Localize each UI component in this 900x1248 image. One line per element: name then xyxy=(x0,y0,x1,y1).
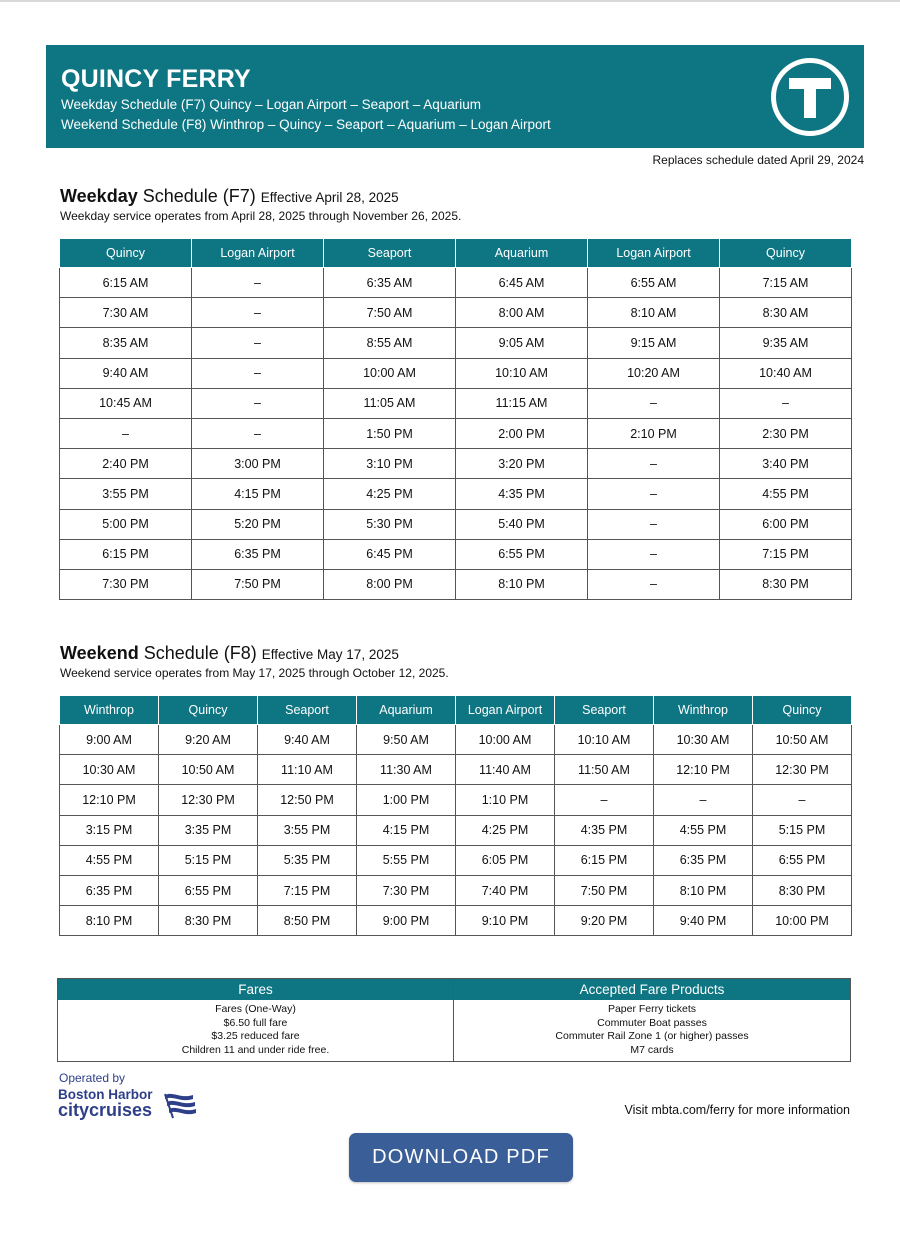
weekend-column-header: Winthrop xyxy=(60,696,159,725)
time-cell: – xyxy=(192,298,324,328)
time-cell: 6:15 PM xyxy=(60,539,192,569)
weekday-column-header: Aquarium xyxy=(456,239,588,268)
weekday-schedule-table xyxy=(59,238,852,600)
weekday-column-header: Logan Airport xyxy=(588,239,720,268)
table-row xyxy=(60,755,852,785)
time-cell: 7:50 PM xyxy=(555,875,654,905)
table-row xyxy=(60,509,852,539)
table-row xyxy=(60,449,852,479)
table-row xyxy=(60,725,852,755)
time-cell: 1:10 PM xyxy=(456,785,555,815)
weekday-column-header: Seaport xyxy=(324,239,456,268)
weekend-column-header: Quincy xyxy=(159,696,258,725)
time-cell: 10:00 AM xyxy=(456,725,555,755)
time-cell: 12:50 PM xyxy=(258,785,357,815)
time-cell: 8:30 AM xyxy=(720,298,852,328)
download-pdf-button[interactable]: DOWNLOAD PDF xyxy=(349,1133,573,1182)
fares-column xyxy=(58,979,454,1061)
table-row xyxy=(60,785,852,815)
time-cell: 12:30 PM xyxy=(159,785,258,815)
mbta-t-logo-icon xyxy=(771,58,849,136)
time-cell: – xyxy=(192,418,324,448)
weekend-effective-date: Effective May 17, 2025 xyxy=(261,647,399,662)
time-cell: 6:00 PM xyxy=(720,509,852,539)
time-cell: 10:20 AM xyxy=(588,358,720,388)
time-cell: 11:30 AM xyxy=(357,755,456,785)
time-cell: 6:15 AM xyxy=(60,268,192,298)
weekend-section-title: Weekend Schedule (F8) Effective May 17, 2025 xyxy=(60,643,399,663)
time-cell: – xyxy=(192,388,324,418)
time-cell: 1:00 PM xyxy=(357,785,456,815)
time-cell: 7:15 PM xyxy=(258,875,357,905)
time-cell: 6:15 PM xyxy=(555,845,654,875)
top-divider xyxy=(0,0,900,2)
table-row xyxy=(60,845,852,875)
time-cell: 4:25 PM xyxy=(324,479,456,509)
weekday-route-subtitle: Weekday Schedule (F7) Quincy – Logan Airport – Seaport – Aquarium xyxy=(61,97,481,112)
time-cell: 6:45 PM xyxy=(324,539,456,569)
table-row xyxy=(60,479,852,509)
time-cell: – xyxy=(588,479,720,509)
time-cell: 6:35 AM xyxy=(324,268,456,298)
time-cell: 6:05 PM xyxy=(456,845,555,875)
time-cell: 4:35 PM xyxy=(555,815,654,845)
time-cell: – xyxy=(654,785,753,815)
time-cell: 10:30 AM xyxy=(60,755,159,785)
flag-icon xyxy=(163,1091,197,1119)
weekday-effective-date: Effective April 28, 2025 xyxy=(260,190,399,205)
time-cell: – xyxy=(588,449,720,479)
time-cell: 11:05 AM xyxy=(324,388,456,418)
table-row xyxy=(60,815,852,845)
page-title: QUINCY FERRY xyxy=(61,65,251,93)
time-cell: 5:20 PM xyxy=(192,509,324,539)
time-cell: 3:40 PM xyxy=(720,449,852,479)
time-cell: 12:10 PM xyxy=(60,785,159,815)
weekend-column-header: Seaport xyxy=(555,696,654,725)
weekend-route-subtitle: Weekend Schedule (F8) Winthrop – Quincy – Seaport – Aquarium – Logan Airport xyxy=(61,117,551,132)
time-cell: 7:15 PM xyxy=(720,539,852,569)
time-cell: 6:55 PM xyxy=(753,845,852,875)
time-cell: 11:50 AM xyxy=(555,755,654,785)
operator-name-line2: citycruises xyxy=(58,1100,153,1120)
time-cell: 9:10 PM xyxy=(456,906,555,936)
time-cell: 8:35 AM xyxy=(60,328,192,358)
time-cell: 5:35 PM xyxy=(258,845,357,875)
time-cell: 8:10 PM xyxy=(60,906,159,936)
operated-by-label: Operated by xyxy=(59,1071,126,1085)
accepted-fare-products-column xyxy=(454,979,850,1061)
weekday-column-header: Quincy xyxy=(720,239,852,268)
time-cell: – xyxy=(60,418,192,448)
table-row xyxy=(60,418,852,448)
time-cell: 7:30 PM xyxy=(357,875,456,905)
time-cell: – xyxy=(192,268,324,298)
time-cell: 8:30 PM xyxy=(753,875,852,905)
accepted-fare-products-lines xyxy=(454,1000,850,1057)
accepted-line: Paper Ferry tickets xyxy=(607,1003,697,1015)
time-cell: – xyxy=(588,539,720,569)
weekday-section-title: Weekday Schedule (F7) Effective April 28, 2025 xyxy=(60,186,399,206)
table-row xyxy=(60,298,852,328)
time-cell: 4:15 PM xyxy=(192,479,324,509)
time-cell: 8:50 PM xyxy=(258,906,357,936)
time-cell: 11:15 AM xyxy=(456,388,588,418)
accepted-fare-products-heading: Accepted Fare Products xyxy=(454,979,850,1000)
time-cell: 9:40 PM xyxy=(654,906,753,936)
time-cell: 7:50 PM xyxy=(192,569,324,599)
replaces-note: Replaces schedule dated April 29, 2024 xyxy=(652,153,864,167)
weekday-column-header: Quincy xyxy=(60,239,192,268)
time-cell: 6:55 AM xyxy=(588,268,720,298)
time-cell: 5:00 PM xyxy=(60,509,192,539)
time-cell: 9:00 AM xyxy=(60,725,159,755)
visit-website-note: Visit mbta.com/ferry for more information xyxy=(624,1103,850,1117)
time-cell: 9:20 PM xyxy=(555,906,654,936)
time-cell: 8:10 PM xyxy=(456,569,588,599)
time-cell: 10:00 AM xyxy=(324,358,456,388)
time-cell: 9:15 AM xyxy=(588,328,720,358)
weekend-column-header: Quincy xyxy=(753,696,852,725)
time-cell: 3:00 PM xyxy=(192,449,324,479)
fares-heading: Fares xyxy=(58,979,453,1000)
accepted-line: Commuter Rail Zone 1 (or higher) passes xyxy=(555,1030,749,1042)
time-cell: 8:00 AM xyxy=(456,298,588,328)
time-cell: 10:40 AM xyxy=(720,358,852,388)
accepted-line: Commuter Boat passes xyxy=(597,1016,707,1029)
time-cell: 11:40 AM xyxy=(456,755,555,785)
weekend-column-header: Winthrop xyxy=(654,696,753,725)
time-cell: 1:50 PM xyxy=(324,418,456,448)
weekend-column-header: Seaport xyxy=(258,696,357,725)
time-cell: 6:35 PM xyxy=(654,845,753,875)
weekend-service-note: Weekend service operates from May 17, 2025 through October 12, 2025. xyxy=(60,666,449,680)
fares-line: $6.50 full fare xyxy=(223,1016,288,1029)
time-cell: 5:30 PM xyxy=(324,509,456,539)
weekday-service-note: Weekday service operates from April 28, 2025 through November 26, 2025. xyxy=(60,209,462,223)
time-cell: – xyxy=(720,388,852,418)
table-row xyxy=(60,539,852,569)
time-cell: 9:50 AM xyxy=(357,725,456,755)
time-cell: – xyxy=(555,785,654,815)
weekend-column-header: Aquarium xyxy=(357,696,456,725)
time-cell: 8:55 AM xyxy=(324,328,456,358)
time-cell: 4:25 PM xyxy=(456,815,555,845)
weekday-column-header: Logan Airport xyxy=(192,239,324,268)
weekend-column-header: Logan Airport xyxy=(456,696,555,725)
table-row xyxy=(60,875,852,905)
time-cell: – xyxy=(192,358,324,388)
time-cell: 10:30 AM xyxy=(654,725,753,755)
time-cell: 11:10 AM xyxy=(258,755,357,785)
table-row xyxy=(60,328,852,358)
time-cell: 7:15 AM xyxy=(720,268,852,298)
fares-box xyxy=(57,978,851,1062)
time-cell: 6:35 PM xyxy=(60,875,159,905)
time-cell: 9:05 AM xyxy=(456,328,588,358)
time-cell: 10:50 AM xyxy=(753,725,852,755)
time-cell: 5:15 PM xyxy=(159,845,258,875)
time-cell: 4:55 PM xyxy=(654,815,753,845)
operator-name-line1: Boston Harbor xyxy=(58,1087,153,1102)
time-cell: 2:30 PM xyxy=(720,418,852,448)
time-cell: 4:55 PM xyxy=(60,845,159,875)
time-cell: 9:20 AM xyxy=(159,725,258,755)
time-cell: 5:15 PM xyxy=(753,815,852,845)
accepted-line: M7 cards xyxy=(630,1043,674,1056)
time-cell: 9:00 PM xyxy=(357,906,456,936)
time-cell: 9:40 AM xyxy=(60,358,192,388)
time-cell: 3:55 PM xyxy=(60,479,192,509)
time-cell: 8:10 AM xyxy=(588,298,720,328)
time-cell: – xyxy=(192,328,324,358)
time-cell: 6:55 PM xyxy=(159,875,258,905)
time-cell: 4:55 PM xyxy=(720,479,852,509)
time-cell: 2:10 PM xyxy=(588,418,720,448)
time-cell: – xyxy=(753,785,852,815)
fares-lines xyxy=(58,1000,453,1057)
table-row xyxy=(60,358,852,388)
time-cell: 8:30 PM xyxy=(159,906,258,936)
time-cell: 6:45 AM xyxy=(456,268,588,298)
page-header xyxy=(46,45,864,148)
time-cell: – xyxy=(588,388,720,418)
time-cell: 3:55 PM xyxy=(258,815,357,845)
fares-line: Children 11 and under ride free. xyxy=(181,1043,330,1056)
time-cell: 7:30 AM xyxy=(60,298,192,328)
time-cell: 2:40 PM xyxy=(60,449,192,479)
time-cell: 10:10 AM xyxy=(555,725,654,755)
table-row xyxy=(60,569,852,599)
fares-line: Fares (One-Way) xyxy=(215,1003,296,1015)
time-cell: 6:35 PM xyxy=(192,539,324,569)
time-cell: 12:30 PM xyxy=(753,755,852,785)
time-cell: 3:20 PM xyxy=(456,449,588,479)
time-cell: 9:35 AM xyxy=(720,328,852,358)
time-cell: 4:35 PM xyxy=(456,479,588,509)
time-cell: 8:00 PM xyxy=(324,569,456,599)
fares-line: $3.25 reduced fare xyxy=(211,1030,300,1042)
time-cell: 7:40 PM xyxy=(456,875,555,905)
time-cell: 6:55 PM xyxy=(456,539,588,569)
table-row xyxy=(60,906,852,936)
time-cell: 2:00 PM xyxy=(456,418,588,448)
time-cell: 10:50 AM xyxy=(159,755,258,785)
boston-harbor-citycruises-logo xyxy=(58,1087,153,1121)
time-cell: – xyxy=(588,569,720,599)
time-cell: 3:10 PM xyxy=(324,449,456,479)
table-row xyxy=(60,268,852,298)
time-cell: 7:50 AM xyxy=(324,298,456,328)
time-cell: 3:35 PM xyxy=(159,815,258,845)
time-cell: 8:10 PM xyxy=(654,875,753,905)
time-cell: 3:15 PM xyxy=(60,815,159,845)
time-cell: – xyxy=(588,509,720,539)
time-cell: 4:15 PM xyxy=(357,815,456,845)
time-cell: 9:40 AM xyxy=(258,725,357,755)
time-cell: 5:55 PM xyxy=(357,845,456,875)
time-cell: 7:30 PM xyxy=(60,569,192,599)
time-cell: 5:40 PM xyxy=(456,509,588,539)
time-cell: 10:00 PM xyxy=(753,906,852,936)
weekend-schedule-table xyxy=(59,695,852,936)
time-cell: 10:10 AM xyxy=(456,358,588,388)
time-cell: 10:45 AM xyxy=(60,388,192,418)
time-cell: 12:10 PM xyxy=(654,755,753,785)
table-row xyxy=(60,388,852,418)
time-cell: 8:30 PM xyxy=(720,569,852,599)
